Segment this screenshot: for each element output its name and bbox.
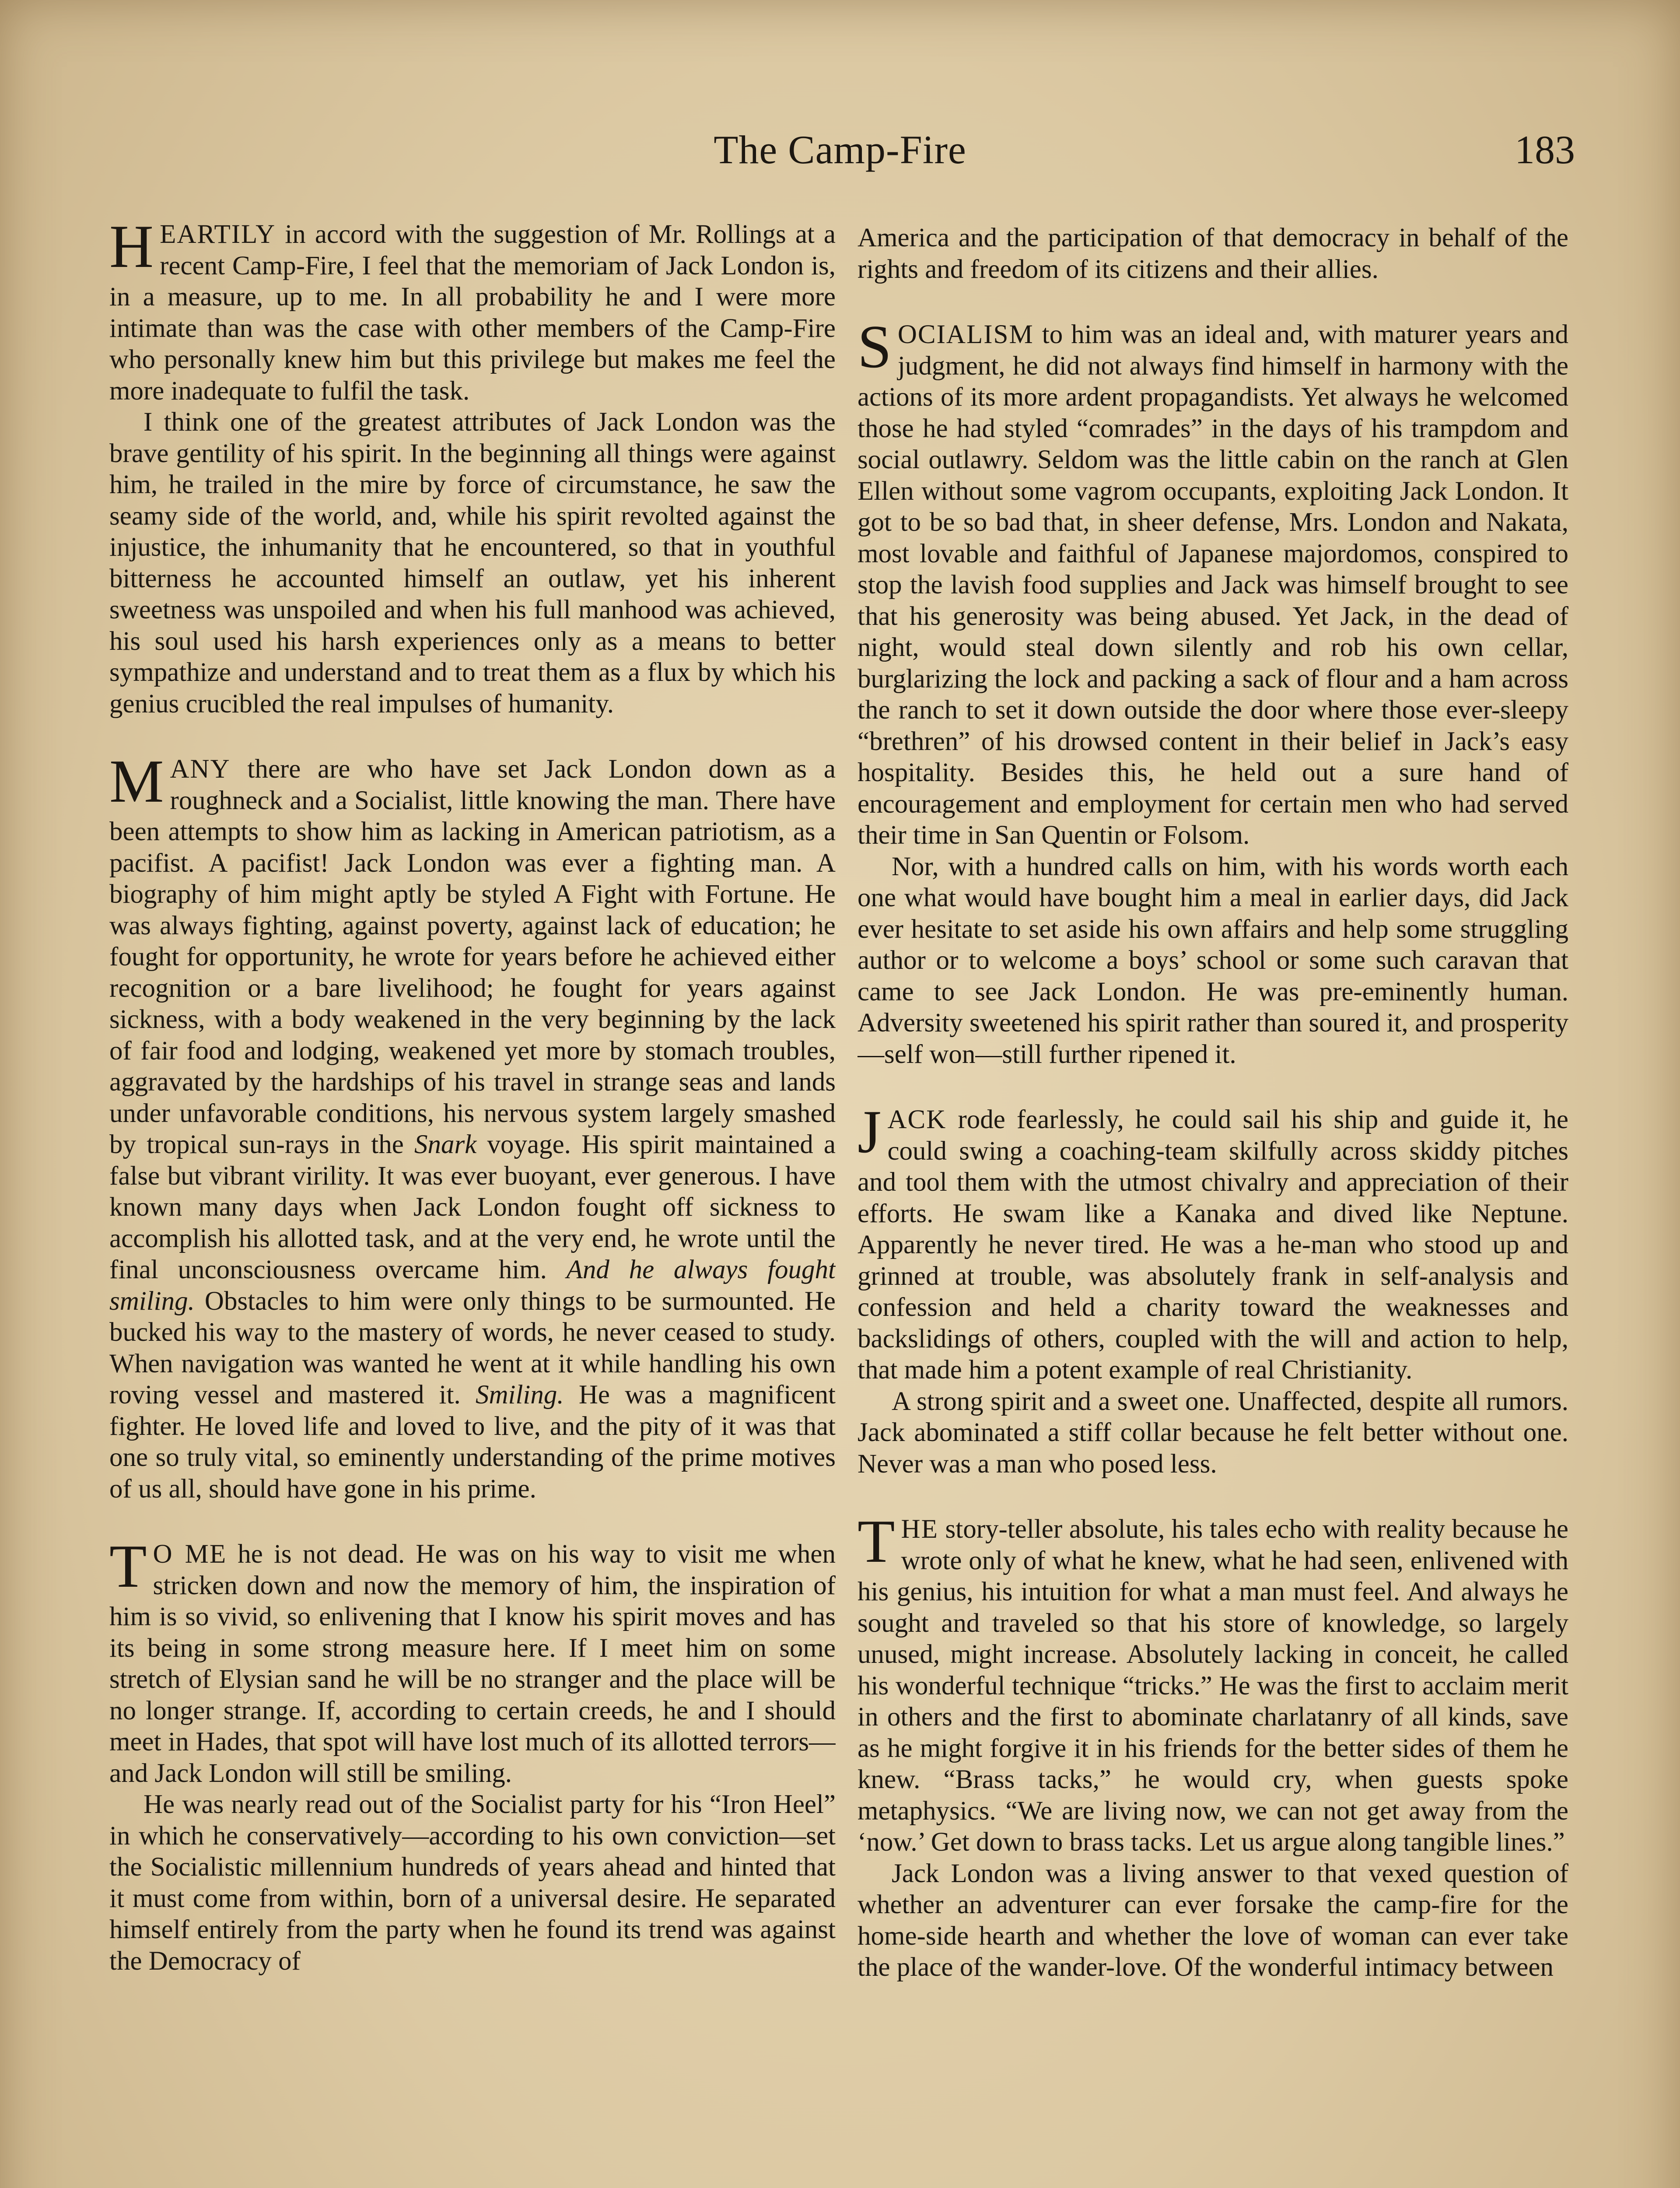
paragraph-jack-rode <box>858 1098 1568 1386</box>
drop-cap: T <box>858 1508 895 1575</box>
paragraph-socialist-party: He was nearly read out of the Socialist party for his “Iron Heel” in which he conservatively—according to his own conviction—set the Socialistic millennium hundreds of years ahead and hinted that it must come from within, born of a universal desire. He separated himself entirely from the party when he found its trend was against the Democracy of <box>109 1790 836 1976</box>
lead-in-word: ACK <box>887 1105 947 1134</box>
drop-cap: M <box>109 747 164 815</box>
paragraph-text: there are who have set Jack London down as a roughneck and a Socialist, little knowing the man. There have been attempts to show him as lacking in American patriotism, as a pacifist. A pacifist! Jack London was ever a fighting man. A biography of him might aptly be styled A Fight with Fortune. He was always fighting, against poverty, against lack of education; he fought for opportunity, he wrote for years before he achieved either recognition or a bare livelihood; he fought for years against sickness, with a body weakened in the very beginning by the lack of fair food and lodging, weakened yet more by stomach troubles, aggravated by the hardships of his travel in strange seas and lands under unfavorable conditions, his nervous system largely smashed by tropical sun-rays in the <box>109 754 836 1159</box>
paragraph-story-teller <box>858 1508 1568 1858</box>
running-head <box>105 123 1575 176</box>
paragraph-text: Obstacles to him were only things to be surmounted. He bucked his way to the mastery of words, he never ceased to study. When navigation was wanted he went at it while handling his own roving vessel and mastered it. <box>109 1286 836 1410</box>
lead-in-word: EARTILY <box>160 220 276 249</box>
right-column <box>858 222 1568 2188</box>
paragraph-text: to him was an ideal and, with maturer years and judgment, he did not always find himself in harmony with the actions of its more ardent propagandists. Yet always he welcomed those he had styled “comrades” in the days of his trampdom and social outlawry. Seldom was the little cabin on the ranch at Glen Ellen without some vagrom occupants, exploiting Jack London. It got to be so bad that, in sheer defense, Mrs. London and Nakata, most lovable and faithful of Japanese majordomos, conspired to stop the lavish food supplies and Jack was himself brought to see that his generosity was being abused. Yet Jack, in the dead of night, would steal down silently and rob his own cellar, burglarizing the lock and packing a sack of flour and a ham across the ranch to set it down outside the door where those ever-sleepy “brethren” of his drowsed content in their belief in Jack’s easy hospitality. Besides this, he held out a sure hand of encouragement and employment for certain men who had served their time in San Quentin or Folsom. <box>858 320 1568 850</box>
lead-in-word: O ME <box>153 1539 227 1569</box>
paragraph-attributes: I think one of the greatest attributes of Jack London was the brave gentility of his spirit. In the beginning all things were against him, he trailed in the mire by force of circumstance, he saw the seamy side of the world, and, while his spirit revolted against the injustice, the inhumanity that he encountered, so that in youthful bitterness he accounted himself an outlaw, yet his inherent sweetness was unspoiled and when his full manhood was achieved, his soul used his harsh experiences only as a means to better sympathize and understand and to treat them as a flux by which his genius crucibled the real impulses of humanity. <box>109 407 836 719</box>
lead-in-word: ANY <box>170 754 231 784</box>
paragraph-text: voyage. His spirit maintained a false but vibrant virility. It was ever buoyant, ever generous. I have known many days when Jack London fought off sickness to accomplish his allotted task, and at the very end, he wrote until the final unconsciousness overcame him. <box>109 1130 836 1284</box>
paragraph-america: America and the participation of that democracy in behalf of the rights and freedom of its citizens and their allies. <box>858 223 1568 284</box>
paragraph-text: He was a magnificent fighter. He loved life and loved to live, and the pity of it was that one so truly vital, so eminently understanding of the prime motives of us all, should have gone in his prime. <box>109 1380 836 1504</box>
paragraph-living-answer: Jack London was a living answer to that vexed question of whether an adventurer can ever forsake the camp-fire for the home-side hearth and whether the love of woman can ever take the place of the wander-love. Of the wonderful intimacy between <box>858 1858 1568 1982</box>
drop-cap: S <box>858 313 892 381</box>
drop-cap: J <box>858 1098 882 1166</box>
paragraph-hundred-calls: Nor, with a hundred calls on him, with his words worth each one what would have bought him a meal in earlier days, did Jack ever hesitate to set aside his own affairs and help some struggling author or to welcome a boys’ school or some such caravan that came to see Jack London. He was pre-eminently human. Adversity sweetened his spirit rather than soured it, and prosperity—self won—still further ripened it. <box>858 852 1568 1069</box>
paragraph-text: rode fearlessly, he could sail his ship and guide it, he could swing a coaching-team skilfully across skiddy pitches and tool them with the utmost chivalry and appreciation of their efforts. He swam like a Kanaka and dived like Neptune. Apparently he never tired. He was a he-man who stood up and grinned at trouble, was absolutely frank in self-analysis and confession and held a charity toward the weaknesses and backslidings of others, coupled with the will and action to help, that made him a potent example of real Christianity. <box>858 1105 1568 1385</box>
paragraph-text: he is not dead. He was on his way to visit me when stricken down and now the memory of him, the inspiration of him is so vivid, so enlivening that I know his spirit moves and has its being in some strong measure here. If I meet him on some stretch of Elysian sand he will be no stranger and the place will be no longer strange. If, according to certain creeds, he and I should meet in Hades, that spot will have lost much of its allotted terrors—and Jack London will still be smiling. <box>109 1539 836 1788</box>
paragraph-socialism <box>858 313 1568 851</box>
paragraph-text: story-teller absolute, his tales echo with reality because he wrote only of what he knew, what he had seen, enlivened with his genius, his intuition for what a man must feel. And always he sought and traveled so that his store of knowledge, so largely unused, might increase. Absolutely lacking in conceit, he called his wonderful technique “tricks.” He was the first to acclaim merit in others and the first to abominate charlatanry of all kinds, save as he might forgive it in his friends for the better sides of them he knew. “Brass tacks,” he would cry, when guests spoke metaphysics. “We are living now, we can not get away from the ‘now.’ Get down to brass tacks. Let us argue along tangible lines.” <box>858 1515 1568 1857</box>
drop-cap: H <box>109 219 154 281</box>
drop-cap: T <box>109 1532 147 1600</box>
paragraph-heartily <box>109 219 836 407</box>
section-title: The Camp-Fire <box>714 127 966 172</box>
paragraph-strong-spirit: A strong spirit and a sweet one. Unaffected, despite all rumors. Jack abominated a stiff collar because he felt better without one. Never was a man who posed less. <box>858 1386 1568 1479</box>
lead-in-word: OCIALISM <box>897 320 1034 349</box>
page-number: 183 <box>1515 127 1575 172</box>
left-column <box>109 219 836 2188</box>
paragraph-many <box>109 747 836 1504</box>
italic-text: Snark <box>414 1130 477 1159</box>
italic-text: And he always fought smiling. <box>109 1255 836 1316</box>
paragraph-to-me <box>109 1532 836 1789</box>
lead-in-word: HE <box>901 1515 938 1544</box>
italic-text: Smiling. <box>475 1380 564 1410</box>
paragraph-text: in accord with the suggestion of Mr. Rollings at a recent Camp-Fire, I feel that the memoriam of Jack London is, in a measure, up to me. In all probability he and I were more intimate than was the case with other members of the Camp-Fire who personally knew him but this privilege but makes me feel the more inadequate to fulfil the task. <box>109 220 836 406</box>
